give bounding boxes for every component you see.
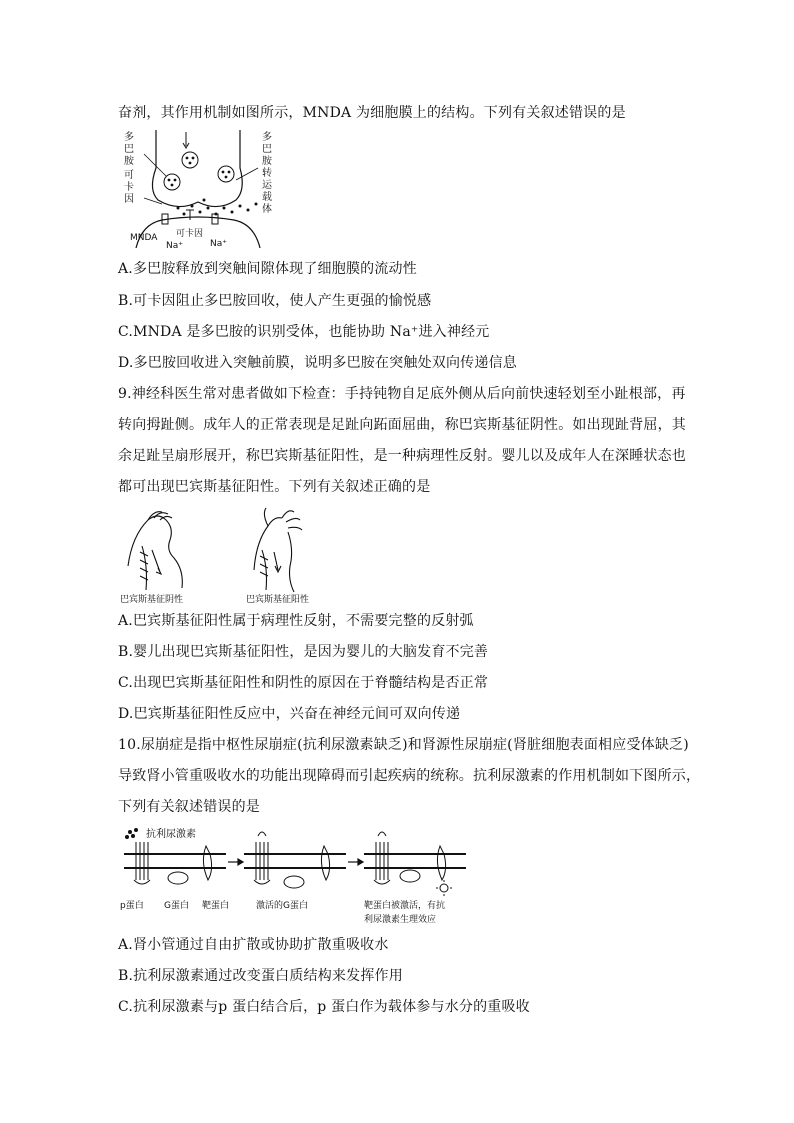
q10-stem-line: 下列有关叙述错误的是 (118, 799, 260, 815)
label-char: 运 (262, 180, 272, 191)
label-na-left: Na⁺ (166, 241, 183, 250)
q9-stem-line: 都可出现巴宾斯基征阳性。下列有关叙述正确的是 (118, 479, 431, 495)
caption-positive: 巴宾斯基征阳性 (246, 595, 310, 605)
adh-molecules-icon (125, 828, 138, 839)
q10-stem-line: 10.尿崩症是指中枢性尿崩症(抗利尿激素缺乏)和肾源性尿崩症(肾脏细胞表面相应受体缺乏) (118, 737, 689, 753)
foot-positive-illustration (254, 508, 302, 592)
label-target-protein: 靶蛋白 (202, 901, 230, 911)
label-activated-g: 激活的G蛋白 (256, 901, 308, 911)
label-char: 多 (262, 132, 272, 143)
label-na-right: Na⁺ (210, 239, 227, 249)
q9-option-a: A.巴宾斯基征阳性属于病理性反射，不需要完整的反射弧 (118, 613, 474, 629)
q8-option-a: A.多巴胺释放到突触间隙体现了细胞膜的流动性 (118, 261, 417, 277)
q9-stem-line: 转向拇趾侧。成年人的正常表现是足趾向跖面屈曲，称巴宾斯基征阴性。如出现趾背屈，其 (118, 417, 686, 433)
label-char: 巴 (262, 144, 272, 155)
q10-option-b: B.抗利尿激素通过改变蛋白质结构来发挥作用 (118, 968, 403, 984)
q10-option-c: C.抗利尿激素与p 蛋白结合后，p 蛋白作为载体参与水分的重吸收 (118, 999, 530, 1015)
label-char: 胺 (124, 156, 134, 167)
q8-option-b: B.可卡因阻止多巴胺回收，使人产生更强的愉悦感 (118, 293, 432, 309)
q8-synapse-figure (118, 128, 278, 250)
q8-stem: 奋剂，其作用机制如图所示，MNDA 为细胞膜上的结构。下列有关叙述错误的是 (118, 105, 626, 121)
q8-option-d: D.多巴胺回收进入突触前膜，说明多巴胺在突触处双向传递信息 (118, 355, 517, 371)
label-char: 多 (124, 132, 134, 143)
label-cocaine-bottom: 可卡因 (176, 229, 204, 239)
label-char: 载 (262, 192, 272, 203)
q10-stem-line: 导致肾小管重吸收水的功能出现障碍而引起疾病的统称。抗利尿激素的作用机制如下图所示， (118, 768, 701, 784)
label-p-protein: p蛋白 (120, 901, 144, 911)
foot-negative-illustration (128, 512, 182, 590)
label-result-line2: 利尿激素生理效应 (364, 915, 437, 925)
label-char: 可 (124, 170, 134, 181)
label-mnda: MNDA (130, 233, 158, 243)
label-dopamine-left (124, 131, 134, 167)
q9-stem-line: 余足趾呈扇形展开，称巴宾斯基征阳性，是一种病理性反射。婴儿以及成年人在深睡状态也 (118, 448, 686, 464)
label-char: 巴 (124, 144, 134, 155)
label-cocaine-left (124, 169, 134, 205)
q9-option-c: C.出现巴宾斯基征阳性和阴性的原因在于脊髓结构是否正常 (118, 675, 489, 691)
caption-negative: 巴宾斯基征阴性 (120, 595, 184, 605)
label-char: 因 (124, 194, 134, 205)
label-char: 转 (262, 168, 272, 179)
q9-stem-line: 9.神经科医生常对患者做如下检查：手持钝物自足底外侧从后向前快速轻划至小趾根部，再 (118, 386, 686, 402)
label-adh: 抗利尿激素 (146, 829, 196, 840)
q9-option-b: B.婴儿出现巴宾斯基征阳性，是因为婴儿的大脑发育不完善 (118, 644, 489, 660)
label-g-protein: G蛋白 (164, 901, 189, 911)
label-char: 卡 (124, 182, 134, 193)
label-transporter-right (262, 131, 273, 215)
label-char: 胺 (262, 156, 272, 167)
q9-babinski-figure (118, 506, 358, 606)
q9-option-d: D.巴宾斯基征阳性反应中，兴奋在神经元间可双向传递 (118, 706, 461, 722)
label-char: 体 (262, 204, 272, 215)
q10-adh-figure (118, 824, 478, 928)
q8-option-c: C.MNDA 是多巴胺的识别受体，也能协助 Na⁺进入神经元 (118, 324, 490, 340)
q10-option-a: A.肾小管通过自由扩散或协助扩散重吸收水 (118, 937, 389, 953)
label-result-line1: 靶蛋白被激活，有抗 (364, 901, 446, 911)
